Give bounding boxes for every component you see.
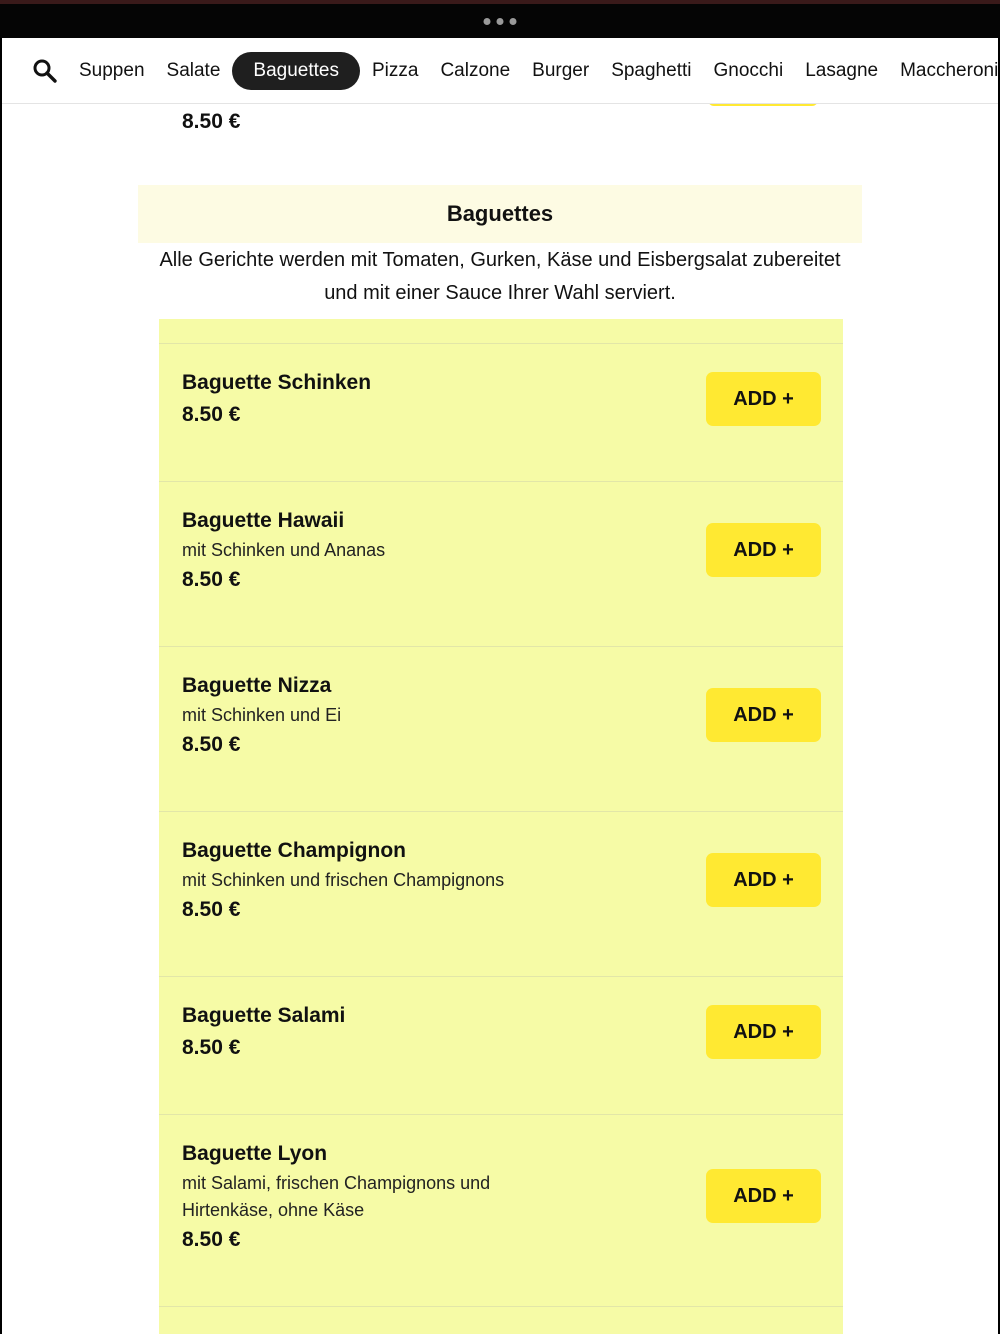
item-name: Baguette Nizza — [182, 674, 332, 697]
menu-item — [159, 1306, 843, 1334]
tab-spaghetti[interactable]: Spaghetti — [611, 59, 692, 81]
category-description: Alle Gerichte werden mit Tomaten, Gurken, Käse und Eisbergsalat zubereitet und mit einer Sauce Ihrer Wahl serviert. — [159, 249, 841, 304]
tab-maccheroni[interactable]: Maccheroni — [900, 59, 998, 81]
tab-calzone[interactable]: Calzone — [440, 59, 511, 81]
tab-salate[interactable]: Salate — [166, 59, 221, 81]
item-price: 8.50 € — [182, 1036, 241, 1059]
menu-item-list — [159, 319, 843, 1334]
add-button[interactable]: ADD + — [706, 853, 821, 907]
tab-baguettes[interactable]: Baguettes — [232, 52, 360, 90]
category-nav — [2, 38, 998, 104]
tab-suppen[interactable]: Suppen — [79, 59, 145, 81]
tab-pizza[interactable]: Pizza — [371, 59, 419, 81]
item-description: mit Schinken und Ei — [182, 705, 342, 725]
item-name: Baguette Champignon — [182, 839, 406, 862]
previous-item-price: 8.50 € — [182, 110, 241, 133]
add-button[interactable]: ADD + — [706, 688, 821, 742]
item-description: mit Schinken und frischen Champignons — [182, 870, 505, 890]
tab-gnocchi[interactable]: Gnocchi — [713, 59, 784, 81]
add-button[interactable]: ADD + — [706, 1169, 821, 1223]
item-description: mit Schinken und Ananas — [182, 540, 386, 560]
item-price: 8.50 € — [182, 1228, 241, 1251]
item-price: 8.50 € — [182, 733, 241, 756]
tab-lasagne[interactable]: Lasagne — [805, 59, 879, 81]
menu-item — [159, 481, 843, 646]
add-button[interactable]: ADD + — [706, 1005, 821, 1059]
window-menu-dots-icon[interactable] — [484, 18, 517, 25]
menu-item — [159, 1114, 843, 1306]
menu-item — [159, 343, 843, 481]
menu-item — [159, 976, 843, 1114]
item-name: Baguette Salami — [182, 1004, 346, 1027]
item-name: Baguette Hawaii — [182, 509, 345, 532]
item-name: Baguette Schinken — [182, 371, 372, 394]
item-name: Baguette Lyon — [182, 1142, 328, 1165]
menu-item — [159, 811, 843, 976]
item-price: 8.50 € — [182, 568, 241, 591]
item-price: 8.50 € — [182, 898, 241, 921]
menu-item — [159, 646, 843, 811]
category-title: Baguettes — [138, 185, 862, 243]
search-icon[interactable] — [32, 58, 58, 84]
add-button[interactable]: ADD + — [706, 523, 821, 577]
item-price: 8.50 € — [182, 403, 241, 426]
menu-page — [2, 38, 998, 1334]
tab-burger[interactable]: Burger — [532, 59, 590, 81]
window-top-bar — [0, 0, 1000, 38]
add-button[interactable]: ADD + — [706, 372, 821, 426]
item-description: mit Salami, frischen Champignons und Hirtenkäse, ohne Käse — [182, 1173, 491, 1220]
